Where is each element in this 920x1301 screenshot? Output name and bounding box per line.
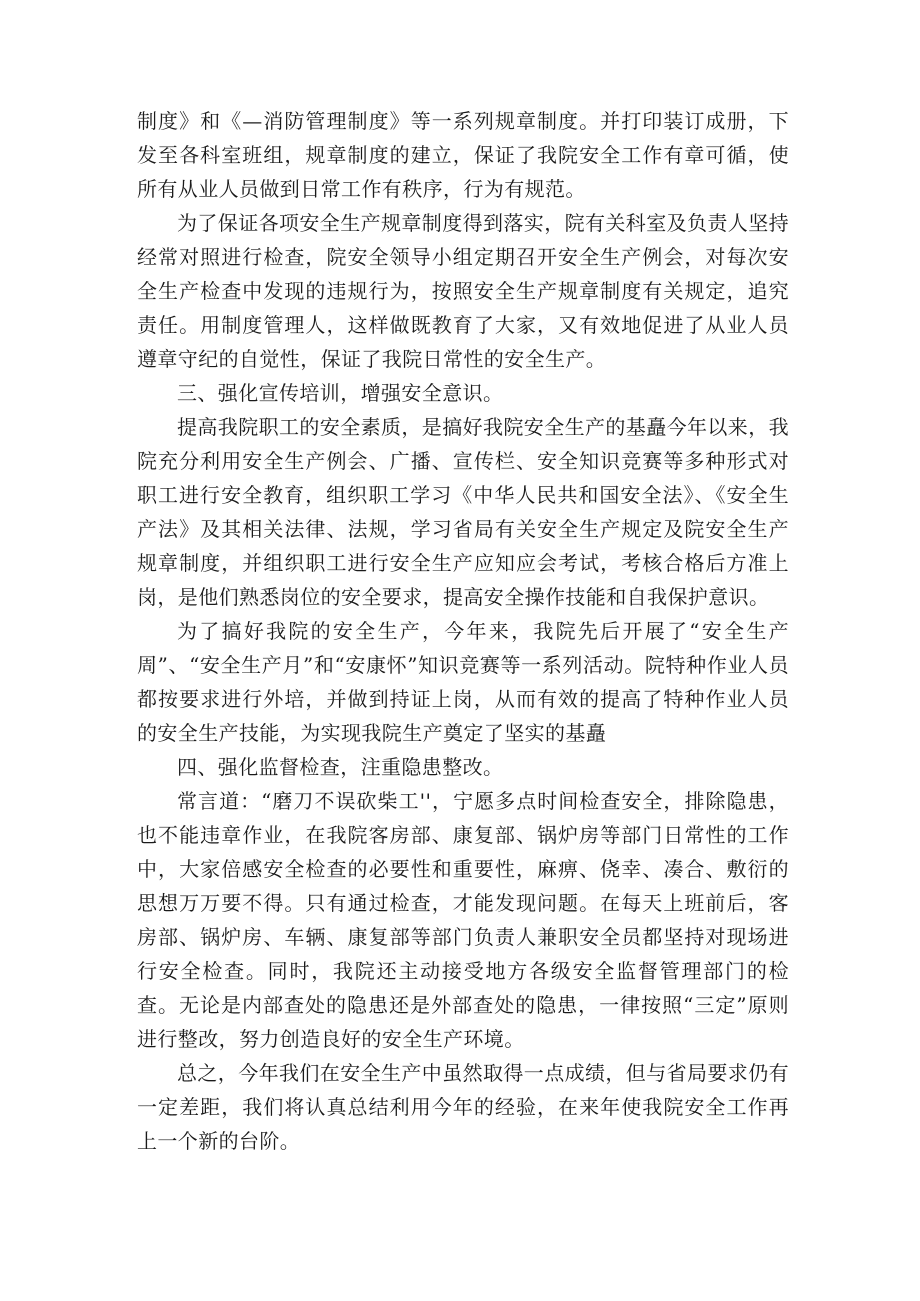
paragraph-5: 为了搞好我院的安全生产，今年来，我院先后开展了“安全生产周”、“安全生产月”和“安康怀”知识竞赛等一系列活动。院特种作业人员都按要求进行外培，并做到持证上岗，从而有效的提高了特种作业人员的安全生产技能，为实现我院生产奠定了坚实的基矗 <box>137 619 789 745</box>
paragraph-4: 提高我院职工的安全素质，是搞好我院安全生产的基矗今年以来，我院充分利用安全生产例会、广播、宣传栏、安全知识竞赛等多种形式对职工进行安全教育，组织职工学习《中华人民共和国安全法》、《安全生产法》及其相关法律、法规，学习省局有关安全生产规定及院安全生产规章制度，并组织职工进行安全生产应知应会考试，考核合格后方准上岗，是他们熟悉岗位的安全要求，提高安全操作技能和自我保护意识。 <box>137 415 789 609</box>
paragraph-7: 常言道：“磨刀不误砍柴工''，宁愿多点时间检查安全，排除隐患，也不能违章作业，在我院客房部、康复部、锅炉房等部门日常性的工作中，大家倍感安全检查的必要性和重要性，麻痹、侥幸、凑合、敷衍的思想万万要不得。只有通过检查，才能发现问题。在每天上班前后，客房部、锅炉房、车辆、康复部等部门负责人兼职安全员都坚持对现场进行安全检查。同时，我院还主动接受地方各级安全监督管理部门的检查。无论是内部查处的隐患还是外部查处的隐患，一律按照“三定”原则进行整改，努力创造良好的安全生产环境。 <box>137 789 789 1051</box>
section-heading-3: 三、强化宣传培训，增强安全意识。 <box>177 381 504 405</box>
document-page <box>137 104 789 1158</box>
paragraph-2: 为了保证各项安全生产规章制度得到落实，院有关科室及负责人坚持经常对照进行检查，院安全领导小组定期召开安全生产例会，对每次安全生产检查中发现的违规行为，按照安全生产规章制度有关规定，追究责任。用制度管理人，这样做既教育了大家，又有效地促进了从业人员遵章守纪的自觉性，保证了我院日常性的安全生产。 <box>137 211 789 371</box>
paragraph-1: 制度》和《—消防管理制度》等一系列规章制度。并打印装订成册，下发至各科室班组，规章制度的建立，保证了我院安全工作有章可循，使所有从业人员做到日常工作有秩序，行为有规范。 <box>137 109 789 201</box>
section-heading-4: 四、强化监督检查，注重隐患整改。 <box>177 755 504 779</box>
paragraph-conclusion: 总之，今年我们在安全生产中虽然取得一点成绩，但与省局要求仍有一定差距，我们将认真总结利用今年的经验，在来年使我院安全工作再上一个新的台阶。 <box>137 1061 789 1153</box>
